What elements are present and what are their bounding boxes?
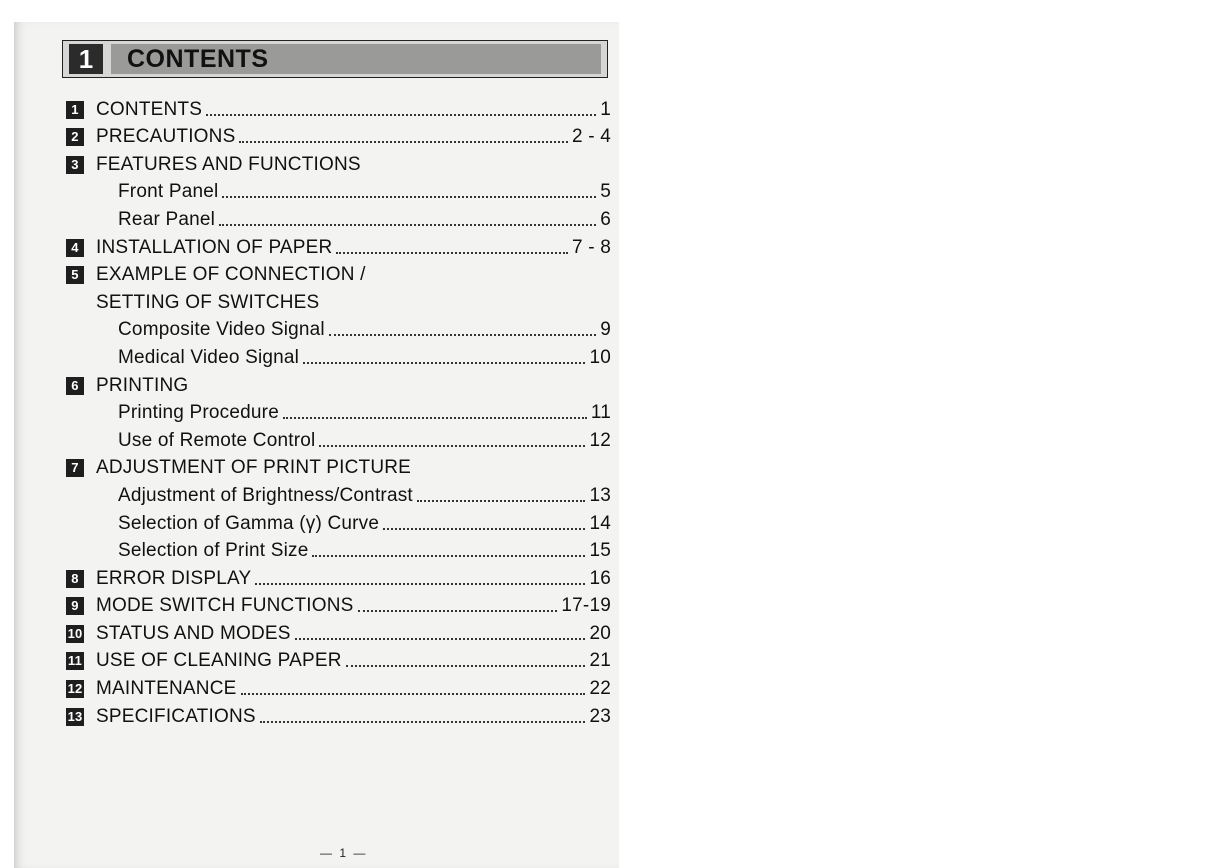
toc-entry — [66, 149, 611, 177]
toc-entry-page: 17-19 — [561, 595, 611, 617]
chapter-number-badge: 9 — [66, 597, 84, 615]
toc-subentry — [66, 342, 611, 370]
chapter-number-badge: 1 — [66, 101, 84, 119]
toc-entry-label: Rear Panel — [118, 208, 216, 230]
toc-entry — [66, 673, 611, 701]
dot-leader — [283, 417, 587, 419]
chapter-number-badge: 3 — [66, 156, 84, 174]
toc-entry — [66, 370, 611, 398]
chapter-number-badge: 13 — [67, 708, 83, 724]
chapter-number-badge: 8 — [66, 570, 84, 588]
toc-entry-page: 22 — [589, 678, 611, 700]
toc-entry — [66, 563, 611, 591]
section-number-badge: 1 — [69, 44, 103, 74]
section-header — [62, 40, 608, 78]
chapter-number-badge: 4 — [66, 239, 84, 257]
toc-subentry — [66, 536, 611, 564]
toc-entry-page: 12 — [589, 429, 611, 451]
dot-leader — [319, 445, 585, 447]
toc-entry-label: PRECAUTIONS — [96, 126, 236, 148]
toc-entry-label: Printing Procedure — [118, 402, 279, 424]
toc-entry-label: PRINTING — [96, 374, 189, 396]
toc-entry-page: 9 — [600, 319, 611, 341]
table-of-contents — [66, 94, 611, 729]
toc-entry-page: 10 — [589, 346, 611, 368]
toc-entry-page: 20 — [589, 622, 611, 644]
toc-entry-label: SETTING OF SWITCHES — [96, 291, 320, 313]
toc-entry-label: Selection of Gamma (γ) Curve — [118, 512, 380, 534]
page-title: CONTENTS — [111, 44, 601, 74]
dot-leader — [206, 114, 596, 116]
toc-entry-page: 15 — [589, 540, 611, 562]
dot-leader — [417, 500, 586, 502]
toc-entry-page: 16 — [589, 567, 611, 589]
toc-entry-label: EXAMPLE OF CONNECTION / — [96, 264, 366, 286]
toc-entry-page: 5 — [600, 181, 611, 203]
chapter-number-badge: 12 — [67, 681, 83, 697]
dot-leader — [346, 665, 586, 667]
dot-leader — [239, 141, 568, 143]
dot-leader — [383, 528, 585, 530]
chapter-number-badge: 11 — [67, 653, 83, 669]
toc-entry — [66, 701, 611, 729]
chapter-number-badge: 6 — [66, 377, 84, 395]
dot-leader — [358, 610, 558, 612]
dot-leader — [255, 583, 585, 585]
toc-entry-label: Front Panel — [118, 181, 219, 203]
toc-entry — [66, 618, 611, 646]
toc-entry — [66, 646, 611, 674]
toc-entry-label: MAINTENANCE — [96, 678, 237, 700]
toc-entry-label: STATUS AND MODES — [96, 622, 291, 644]
toc-entry-label: USE OF CLEANING PAPER — [96, 650, 342, 672]
toc-subentry — [66, 508, 611, 536]
dot-leader — [260, 721, 586, 723]
toc-entry-label: FEATURES AND FUNCTIONS — [96, 153, 361, 175]
chapter-number-badge: 2 — [66, 128, 84, 146]
chapter-number-badge: 5 — [66, 266, 84, 284]
toc-entry — [66, 232, 611, 260]
toc-entry-label: ERROR DISPLAY — [96, 567, 252, 589]
toc-entry-label: MODE SWITCH FUNCTIONS — [96, 595, 354, 617]
toc-subentry — [66, 315, 611, 343]
toc-entry-label: Selection of Print Size — [118, 540, 309, 562]
toc-entry-page: 11 — [590, 402, 611, 424]
toc-entry-label: Medical Video Signal — [118, 346, 300, 368]
toc-entry-page: 2 - 4 — [571, 126, 611, 148]
toc-entry-label: Use of Remote Control — [118, 429, 316, 451]
toc-entry-page: 21 — [589, 650, 611, 672]
chapter-number-badge: 7 — [66, 459, 84, 477]
toc-entry-label: ADJUSTMENT OF PRINT PICTURE — [96, 457, 412, 479]
toc-entry — [66, 122, 611, 150]
dot-leader — [303, 362, 585, 364]
toc-entry-page: 13 — [589, 484, 611, 506]
toc-entry-label: SPECIFICATIONS — [96, 705, 256, 727]
dot-leader — [312, 555, 585, 557]
dot-leader — [241, 693, 586, 695]
toc-subentry — [66, 177, 611, 205]
toc-entry — [66, 591, 611, 619]
toc-entry — [66, 94, 611, 122]
page-number-footer: — 1 — — [320, 846, 368, 860]
toc-entry-page: 1 — [600, 98, 611, 120]
toc-subentry — [66, 425, 611, 453]
toc-entry-label: INSTALLATION OF PAPER — [96, 236, 333, 258]
dot-leader — [219, 224, 596, 226]
toc-subentry — [66, 204, 611, 232]
toc-subentry — [66, 398, 611, 426]
toc-entry-label: Composite Video Signal — [118, 319, 325, 341]
chapter-number-badge: 10 — [67, 625, 83, 641]
toc-entry-page: 7 - 8 — [571, 236, 611, 258]
toc-entry-page: 6 — [600, 208, 611, 230]
toc-entry-page: 14 — [589, 512, 611, 534]
dot-leader — [222, 196, 596, 198]
dot-leader — [336, 252, 568, 254]
toc-entry-label: Adjustment of Brightness/Contrast — [118, 484, 413, 506]
toc-subentry — [66, 287, 611, 315]
toc-subentry — [66, 480, 611, 508]
toc-entry — [66, 260, 611, 288]
dot-leader — [295, 638, 586, 640]
toc-entry-page: 23 — [589, 705, 611, 727]
toc-entry — [66, 453, 611, 481]
dot-leader — [329, 334, 596, 336]
toc-entry-label: CONTENTS — [96, 98, 203, 120]
